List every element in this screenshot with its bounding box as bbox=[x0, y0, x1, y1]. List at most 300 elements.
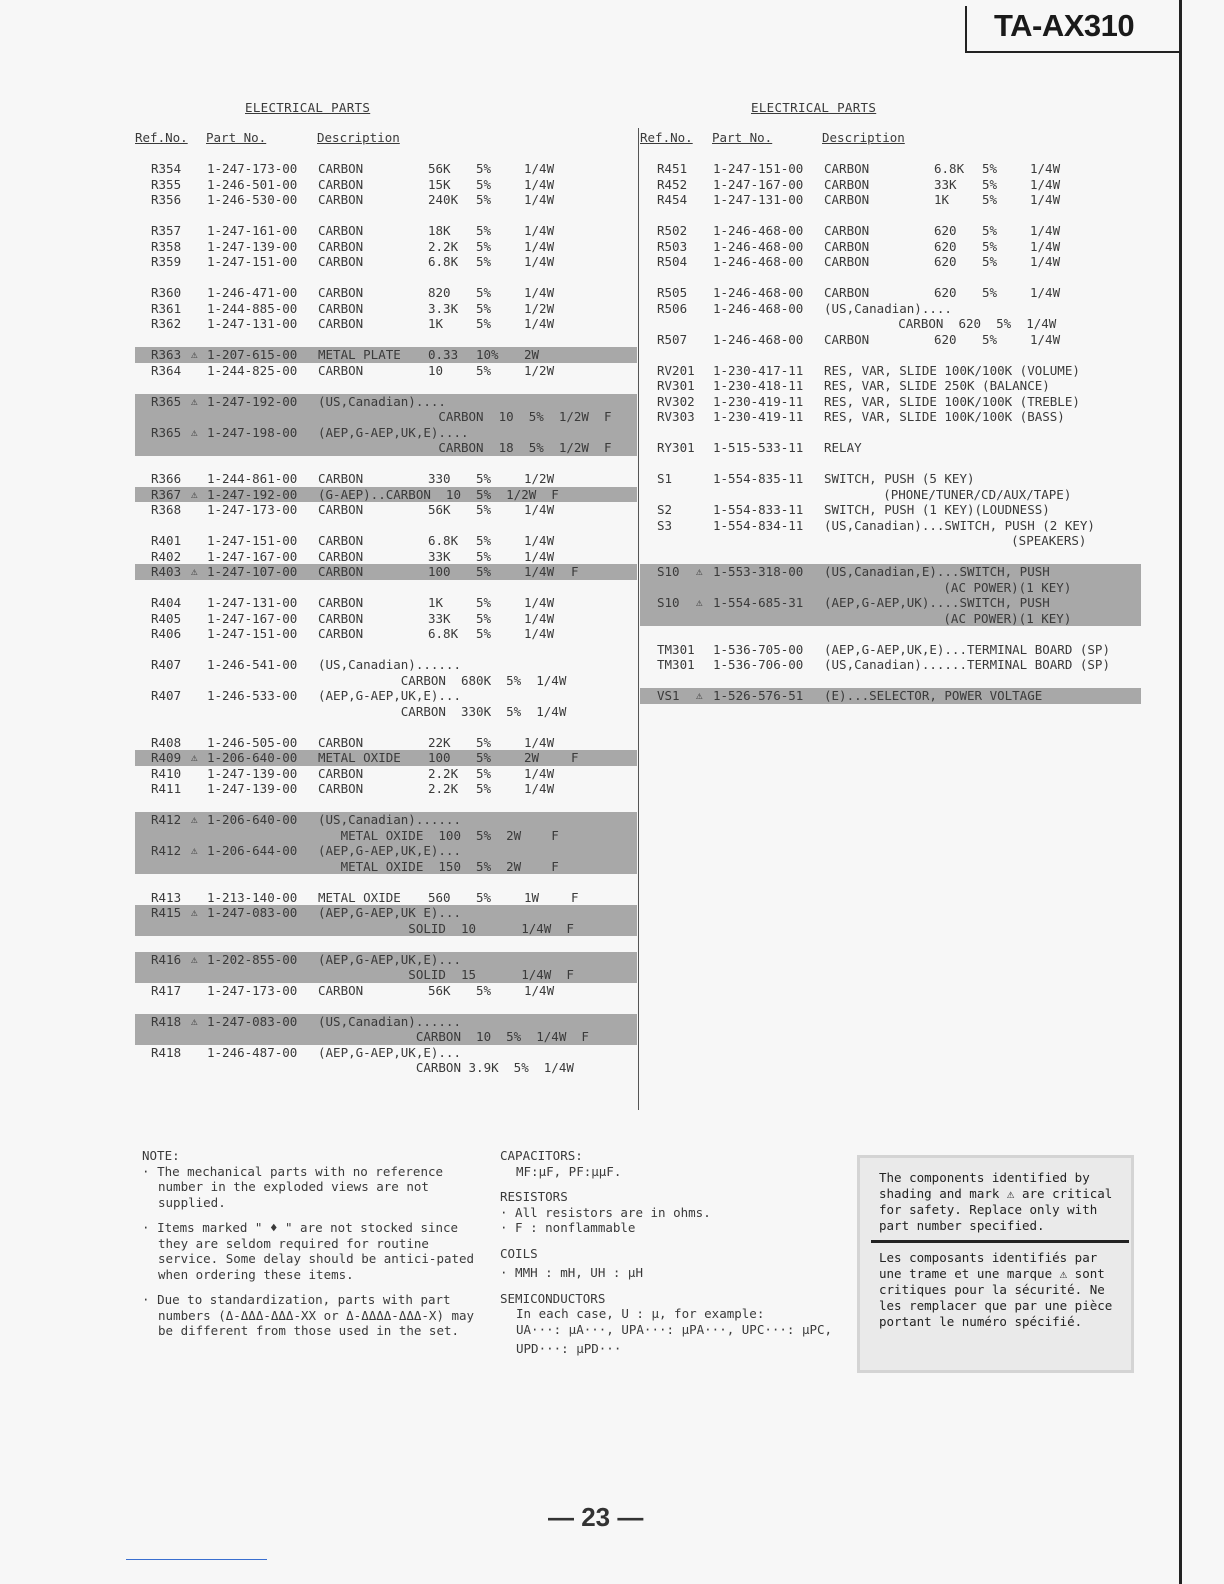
part-no: 1-244-885-00 bbox=[207, 300, 298, 316]
description: RES, VAR, SLIDE 250K (BALANCE) bbox=[824, 378, 1050, 393]
description-continuation: CARBON 10 5% 1/4W F bbox=[318, 1029, 589, 1044]
left-col-part: Part No. bbox=[206, 130, 267, 145]
row-gap bbox=[135, 378, 637, 394]
ref-no: R364 bbox=[151, 362, 182, 378]
ref-no: R408 bbox=[151, 734, 182, 750]
description: RES, VAR, SLIDE 100K/100K (BASS) bbox=[824, 409, 1065, 424]
part-no: 1-246-468-00 bbox=[713, 254, 804, 269]
part-row bbox=[135, 394, 637, 410]
description-continuation: (PHONE/TUNER/CD/AUX/TAPE) bbox=[823, 486, 1072, 502]
tolerance: 5% bbox=[476, 734, 492, 750]
ref-no: R403 bbox=[151, 564, 182, 579]
part-no: 1-536-706-00 bbox=[713, 657, 804, 672]
part-no: 1-247-139-00 bbox=[207, 781, 298, 796]
description: CARBON bbox=[824, 161, 870, 176]
part-row bbox=[135, 301, 637, 317]
wattage: 1W bbox=[524, 889, 540, 905]
semiconductors-title: SEMICONDUCTORS bbox=[500, 1290, 606, 1306]
tolerance: 5% bbox=[982, 285, 998, 300]
ref-no: R356 bbox=[151, 192, 182, 207]
ref-no: R417 bbox=[151, 982, 182, 998]
ref-no: R413 bbox=[151, 889, 182, 905]
part-no: 1-554-833-11 bbox=[713, 502, 804, 517]
wattage: 1/2W bbox=[524, 471, 555, 486]
value: 6.8K bbox=[428, 626, 459, 641]
part-row bbox=[135, 549, 637, 565]
part-row bbox=[135, 859, 637, 875]
row-gap bbox=[135, 270, 637, 286]
row-gap bbox=[135, 580, 637, 596]
description: (US,Canadian,E)...SWITCH, PUSH bbox=[824, 564, 1050, 579]
part-no: 1-230-418-11 bbox=[713, 378, 804, 393]
description-continuation: (AC POWER)(1 KEY) bbox=[823, 610, 1072, 626]
wattage: 1/4W bbox=[1030, 285, 1061, 300]
description: CARBON bbox=[318, 734, 364, 750]
part-no: 1-554-834-11 bbox=[713, 517, 804, 533]
tolerance: 5% bbox=[476, 362, 492, 378]
tolerance: 5% bbox=[476, 889, 492, 905]
tolerance: 5% bbox=[476, 285, 492, 300]
row-gap bbox=[640, 208, 1141, 224]
wattage: 1/4W bbox=[524, 765, 555, 781]
description-continuation: CARBON 10 5% 1/2W F bbox=[318, 409, 612, 424]
ref-no: R412 bbox=[151, 843, 182, 858]
part-no: 1-247-161-00 bbox=[207, 223, 298, 238]
part-row bbox=[135, 750, 637, 766]
value: 100 bbox=[428, 750, 451, 765]
wattage: 1/4W bbox=[524, 192, 555, 207]
wattage: 1/4W bbox=[524, 564, 555, 579]
part-row bbox=[135, 1014, 637, 1030]
part-no: 1-247-131-00 bbox=[207, 595, 298, 610]
description: CARBON bbox=[318, 285, 364, 300]
part-row bbox=[640, 657, 1141, 673]
description: CARBON bbox=[318, 502, 364, 517]
ref-no: R360 bbox=[151, 285, 182, 300]
ref-no: VS1 bbox=[657, 688, 680, 703]
part-row bbox=[135, 812, 637, 828]
wattage: 2W bbox=[524, 750, 540, 765]
part-row bbox=[135, 1060, 637, 1076]
part-no: 1-213-140-00 bbox=[207, 889, 298, 905]
wattage: 1/2W bbox=[524, 362, 555, 378]
ref-no: R354 bbox=[151, 161, 182, 176]
tolerance: 5% bbox=[982, 192, 998, 207]
part-row bbox=[640, 642, 1141, 658]
part-row bbox=[640, 595, 1141, 611]
safety-warning-icon: ⚠ bbox=[191, 425, 198, 439]
page-border bbox=[1179, 0, 1182, 1584]
row-gap bbox=[640, 347, 1141, 363]
description: (E)...SELECTOR, POWER VOLTAGE bbox=[824, 688, 1043, 703]
part-row bbox=[135, 843, 637, 859]
safety-warning-icon: ⚠ bbox=[191, 1014, 198, 1028]
part-row bbox=[135, 595, 637, 611]
flammability-flag: F bbox=[571, 889, 579, 905]
ref-no: TM301 bbox=[657, 657, 695, 672]
description: (US,Canadian).... bbox=[824, 300, 952, 316]
part-row bbox=[640, 161, 1141, 177]
description-continuation: CARBON 330K 5% 1/4W bbox=[318, 703, 567, 719]
row-gap bbox=[640, 456, 1141, 472]
ref-no: R411 bbox=[151, 781, 182, 796]
description: (AEP,G-AEP,UK,E)... bbox=[318, 951, 461, 967]
part-row bbox=[135, 766, 637, 782]
description-continuation: CARBON 620 5% 1/4W bbox=[823, 316, 1057, 331]
ref-no: R415 bbox=[151, 905, 182, 920]
part-row bbox=[640, 471, 1141, 487]
right-col-ref: Ref.No. bbox=[640, 130, 693, 145]
description-continuation: CARBON 18 5% 1/2W F bbox=[318, 440, 612, 455]
description: CARBON bbox=[824, 238, 870, 254]
part-no: 1-246-501-00 bbox=[207, 176, 298, 192]
wattage: 1/4W bbox=[524, 285, 555, 300]
part-no: 1-247-173-00 bbox=[207, 982, 298, 998]
part-row bbox=[135, 905, 637, 921]
part-row bbox=[135, 285, 637, 301]
description: CARBON bbox=[824, 285, 870, 300]
wattage: 1/4W bbox=[524, 161, 555, 176]
part-row bbox=[135, 440, 637, 456]
part-row bbox=[640, 533, 1141, 549]
safety-warning-icon: ⚠ bbox=[191, 906, 198, 919]
tolerance: 5% bbox=[476, 316, 492, 331]
ref-no: TM301 bbox=[657, 641, 695, 657]
ref-no: R359 bbox=[151, 254, 182, 269]
ref-no: R365 bbox=[151, 424, 182, 440]
value: 33K bbox=[428, 548, 451, 564]
right-col-desc: Description bbox=[822, 130, 905, 145]
tolerance: 10% bbox=[476, 347, 499, 362]
part-no: 1-247-173-00 bbox=[207, 502, 298, 517]
tolerance: 5% bbox=[476, 192, 492, 207]
ref-no: R410 bbox=[151, 765, 182, 781]
description: CARBON bbox=[824, 176, 870, 192]
semiconductors-line-2: UA···: μA···, UPA···: μPA···, UPC···: μPC, bbox=[516, 1321, 833, 1337]
value: 1K bbox=[428, 316, 444, 331]
description: CARBON bbox=[318, 238, 364, 254]
ref-no: RV301 bbox=[657, 378, 695, 393]
row-gap bbox=[640, 626, 1141, 642]
wattage: 1/4W bbox=[1030, 254, 1061, 269]
description-continuation: CARBON 680K 5% 1/4W bbox=[318, 672, 567, 688]
row-gap bbox=[135, 208, 637, 224]
description: CARBON bbox=[318, 316, 364, 331]
part-no: 1-244-825-00 bbox=[207, 362, 298, 378]
ref-no: R363 bbox=[151, 347, 182, 362]
wattage: 1/4W bbox=[524, 502, 555, 517]
ref-no: R418 bbox=[151, 1013, 182, 1029]
description: (US,Canadian)......TERMINAL BOARD (SP) bbox=[824, 657, 1110, 672]
value: 33K bbox=[428, 610, 451, 626]
part-row bbox=[640, 378, 1141, 394]
ref-no: R452 bbox=[657, 176, 688, 192]
ref-no: R405 bbox=[151, 610, 182, 626]
part-row bbox=[135, 657, 637, 673]
tolerance: 5% bbox=[982, 238, 998, 254]
tolerance: 5% bbox=[982, 223, 998, 238]
ref-no: R355 bbox=[151, 176, 182, 192]
ref-no: R357 bbox=[151, 223, 182, 238]
description: CARBON bbox=[318, 765, 364, 781]
part-row bbox=[135, 425, 637, 441]
part-row bbox=[640, 223, 1141, 239]
part-row bbox=[135, 223, 637, 239]
tolerance: 5% bbox=[476, 781, 492, 796]
safety-warning-icon: ⚠ bbox=[191, 487, 198, 501]
note-item: · The mechanical parts with no reference number in the exploded views are not supplied. bbox=[142, 1163, 444, 1210]
description: METAL PLATE bbox=[318, 347, 401, 362]
description: CARBON bbox=[824, 254, 870, 269]
ref-no: R412 bbox=[151, 812, 182, 827]
flammability-flag: F bbox=[571, 564, 579, 579]
row-gap bbox=[135, 332, 637, 348]
row-gap bbox=[135, 642, 637, 658]
ref-no: S10 bbox=[657, 595, 680, 610]
semiconductors-line-1: In each case, U : μ, for example: bbox=[516, 1306, 765, 1321]
row-gap bbox=[640, 673, 1141, 689]
value: 22K bbox=[428, 734, 451, 750]
ref-no: R402 bbox=[151, 548, 182, 564]
part-row bbox=[135, 983, 637, 999]
ref-no: R418 bbox=[151, 1044, 182, 1060]
wattage: 1/4W bbox=[524, 254, 555, 269]
tolerance: 5% bbox=[476, 765, 492, 781]
right-col-part: Part No. bbox=[712, 130, 773, 145]
wattage: 1/4W bbox=[1030, 331, 1061, 347]
part-row bbox=[135, 409, 637, 425]
wattage: 1/4W bbox=[524, 781, 555, 796]
description: SWITCH, PUSH (1 KEY)(LOUDNESS) bbox=[824, 502, 1050, 517]
description: CARBON bbox=[318, 176, 364, 192]
wattage: 1/4W bbox=[524, 595, 555, 610]
part-row bbox=[640, 688, 1141, 704]
ref-no: R407 bbox=[151, 657, 182, 672]
tolerance: 5% bbox=[476, 626, 492, 641]
description: (AEP,G-AEP,UK,E)...TERMINAL BOARD (SP) bbox=[824, 641, 1110, 657]
value: 2.2K bbox=[428, 238, 459, 254]
wattage: 1/2W bbox=[524, 300, 555, 316]
value: 56K bbox=[428, 502, 451, 517]
part-row bbox=[135, 177, 637, 193]
part-row bbox=[135, 735, 637, 751]
tolerance: 5% bbox=[476, 254, 492, 269]
description-continuation: METAL OXIDE 150 5% 2W F bbox=[318, 858, 559, 874]
ref-no: S2 bbox=[657, 502, 673, 517]
description-continuation: (AC POWER)(1 KEY) bbox=[823, 579, 1072, 595]
description: (AEP,G-AEP,UK,E)... bbox=[318, 1044, 461, 1060]
right-parts-list bbox=[640, 161, 1141, 704]
ref-no: S1 bbox=[657, 471, 673, 486]
wattage: 1/4W bbox=[1030, 176, 1061, 192]
value: 620 bbox=[934, 223, 957, 238]
left-section-title: ELECTRICAL PARTS bbox=[245, 100, 371, 115]
part-no: 1-247-083-00 bbox=[207, 1013, 298, 1029]
description: (G-AEP)..CARBON 10 5% 1/2W F bbox=[318, 486, 559, 502]
part-no: 1-247-151-00 bbox=[713, 161, 804, 176]
part-row bbox=[135, 363, 637, 379]
capacitors-title: CAPACITORS: bbox=[500, 1148, 583, 1163]
part-row bbox=[640, 254, 1141, 270]
description: CARBON bbox=[824, 331, 870, 347]
tolerance: 5% bbox=[476, 548, 492, 564]
value: 3.3K bbox=[428, 300, 459, 316]
part-row bbox=[135, 192, 637, 208]
value: 2.2K bbox=[428, 781, 459, 796]
tolerance: 5% bbox=[476, 471, 492, 486]
part-row bbox=[640, 502, 1141, 518]
tolerance: 5% bbox=[982, 161, 998, 176]
description-continuation: SOLID 15 1/4W F bbox=[318, 967, 574, 982]
row-gap bbox=[135, 797, 637, 813]
part-no: 1-247-192-00 bbox=[207, 393, 298, 409]
part-row bbox=[640, 440, 1141, 456]
ref-no: S10 bbox=[657, 564, 680, 579]
description: (US,Canadian)...... bbox=[318, 657, 461, 672]
ref-no: R361 bbox=[151, 300, 182, 316]
notes-title: NOTE: bbox=[142, 1148, 180, 1163]
description: CARBON bbox=[318, 564, 364, 579]
wattage: 1/4W bbox=[1030, 238, 1061, 254]
safety-warning-icon: ⚠ bbox=[191, 751, 198, 764]
ref-no: R368 bbox=[151, 502, 182, 517]
value: 620 bbox=[934, 238, 957, 254]
part-row bbox=[135, 704, 637, 720]
ref-no: R451 bbox=[657, 161, 688, 176]
part-row bbox=[135, 502, 637, 518]
tolerance: 5% bbox=[476, 610, 492, 626]
part-row bbox=[640, 611, 1141, 627]
part-row bbox=[135, 890, 637, 906]
row-gap bbox=[135, 518, 637, 534]
value: 620 bbox=[934, 254, 957, 269]
part-row bbox=[640, 316, 1141, 332]
safety-warning-icon: ⚠ bbox=[696, 565, 703, 578]
tolerance: 5% bbox=[982, 176, 998, 192]
description: CARBON bbox=[824, 223, 870, 238]
part-row bbox=[135, 673, 637, 689]
coils-title: COILS bbox=[500, 1245, 538, 1261]
wattage: 1/4W bbox=[524, 548, 555, 564]
safety-warning-icon: ⚠ bbox=[191, 348, 198, 361]
wattage: 1/4W bbox=[524, 238, 555, 254]
tolerance: 5% bbox=[476, 982, 492, 998]
ref-no: R362 bbox=[151, 316, 182, 331]
part-row bbox=[135, 316, 637, 332]
tolerance: 5% bbox=[476, 750, 492, 765]
part-no: 1-246-533-00 bbox=[207, 688, 298, 703]
ref-no: R404 bbox=[151, 595, 182, 610]
ref-no: S3 bbox=[657, 517, 673, 533]
part-no: 1-206-640-00 bbox=[207, 812, 298, 827]
safety-warning-icon: ⚠ bbox=[191, 952, 198, 966]
value: 15K bbox=[428, 176, 451, 192]
part-row bbox=[135, 1045, 637, 1061]
part-row bbox=[640, 518, 1141, 534]
row-gap bbox=[135, 456, 637, 472]
part-row bbox=[135, 952, 637, 968]
ref-no: RV302 bbox=[657, 393, 695, 409]
row-gap bbox=[640, 549, 1141, 565]
part-row bbox=[135, 347, 637, 363]
value: 1K bbox=[934, 192, 950, 207]
part-no: 1-526-576-51 bbox=[713, 688, 804, 703]
description: CARBON bbox=[824, 192, 870, 207]
part-row bbox=[640, 564, 1141, 580]
part-no: 1-247-167-00 bbox=[207, 610, 298, 626]
ref-no: R502 bbox=[657, 223, 688, 238]
safety-warning-icon: ⚠ bbox=[191, 394, 198, 408]
part-no: 1-247-131-00 bbox=[207, 316, 298, 331]
part-no: 1-247-192-00 bbox=[207, 486, 298, 502]
description-continuation: (SPEAKERS) bbox=[823, 533, 1087, 548]
part-row bbox=[640, 409, 1141, 425]
part-row bbox=[135, 688, 637, 704]
row-gap bbox=[135, 998, 637, 1014]
page-number: — 23 — bbox=[548, 1502, 644, 1532]
description: CARBON bbox=[318, 781, 364, 796]
part-no: 1-247-173-00 bbox=[207, 161, 298, 176]
tolerance: 5% bbox=[476, 238, 492, 254]
flammability-flag: F bbox=[571, 750, 579, 765]
row-gap bbox=[640, 270, 1141, 286]
wattage: 1/4W bbox=[524, 734, 555, 750]
part-no: 1-246-468-00 bbox=[713, 300, 804, 316]
part-no: 1-206-644-00 bbox=[207, 843, 298, 858]
part-no: 1-244-861-00 bbox=[207, 471, 298, 486]
row-gap bbox=[135, 719, 637, 735]
wattage: 1/4W bbox=[524, 316, 555, 331]
part-row bbox=[135, 161, 637, 177]
description: (US,Canadian).... bbox=[318, 393, 446, 409]
part-no: 1-247-139-00 bbox=[207, 765, 298, 781]
value: 33K bbox=[934, 176, 957, 192]
value: 820 bbox=[428, 285, 451, 300]
value: 2.2K bbox=[428, 765, 459, 781]
footer-link-line bbox=[126, 1559, 267, 1560]
part-no: 1-202-855-00 bbox=[207, 951, 298, 967]
description: (US,Canadian)...SWITCH, PUSH (2 KEY) bbox=[824, 517, 1095, 533]
tolerance: 5% bbox=[476, 595, 492, 610]
description: CARBON bbox=[318, 223, 364, 238]
description: CARBON bbox=[318, 548, 364, 564]
left-col-ref: Ref.No. bbox=[135, 130, 188, 145]
description: CARBON bbox=[318, 626, 364, 641]
description: (AEP,G-AEP,UK E)... bbox=[318, 905, 461, 920]
value: 330 bbox=[428, 471, 451, 486]
part-no: 1-247-151-00 bbox=[207, 254, 298, 269]
value: 6.8K bbox=[428, 533, 459, 548]
ref-no: R454 bbox=[657, 192, 688, 207]
ref-no: R504 bbox=[657, 254, 688, 269]
part-row bbox=[640, 580, 1141, 596]
safety-notice bbox=[857, 1155, 1134, 1373]
part-row bbox=[640, 177, 1141, 193]
part-row bbox=[135, 487, 637, 503]
safety-warning-icon: ⚠ bbox=[696, 596, 703, 609]
value: 18K bbox=[428, 223, 451, 238]
row-gap bbox=[640, 425, 1141, 441]
part-no: 1-247-151-00 bbox=[207, 626, 298, 641]
description: CARBON bbox=[318, 595, 364, 610]
part-no: 1-246-468-00 bbox=[713, 238, 804, 254]
part-row bbox=[640, 285, 1141, 301]
part-no: 1-553-318-00 bbox=[713, 564, 804, 579]
semiconductors-line-3: UPD···: μPD··· bbox=[516, 1341, 622, 1356]
wattage: 1/4W bbox=[524, 610, 555, 626]
value: 560 bbox=[428, 889, 451, 905]
part-no: 1-207-615-00 bbox=[207, 347, 298, 362]
